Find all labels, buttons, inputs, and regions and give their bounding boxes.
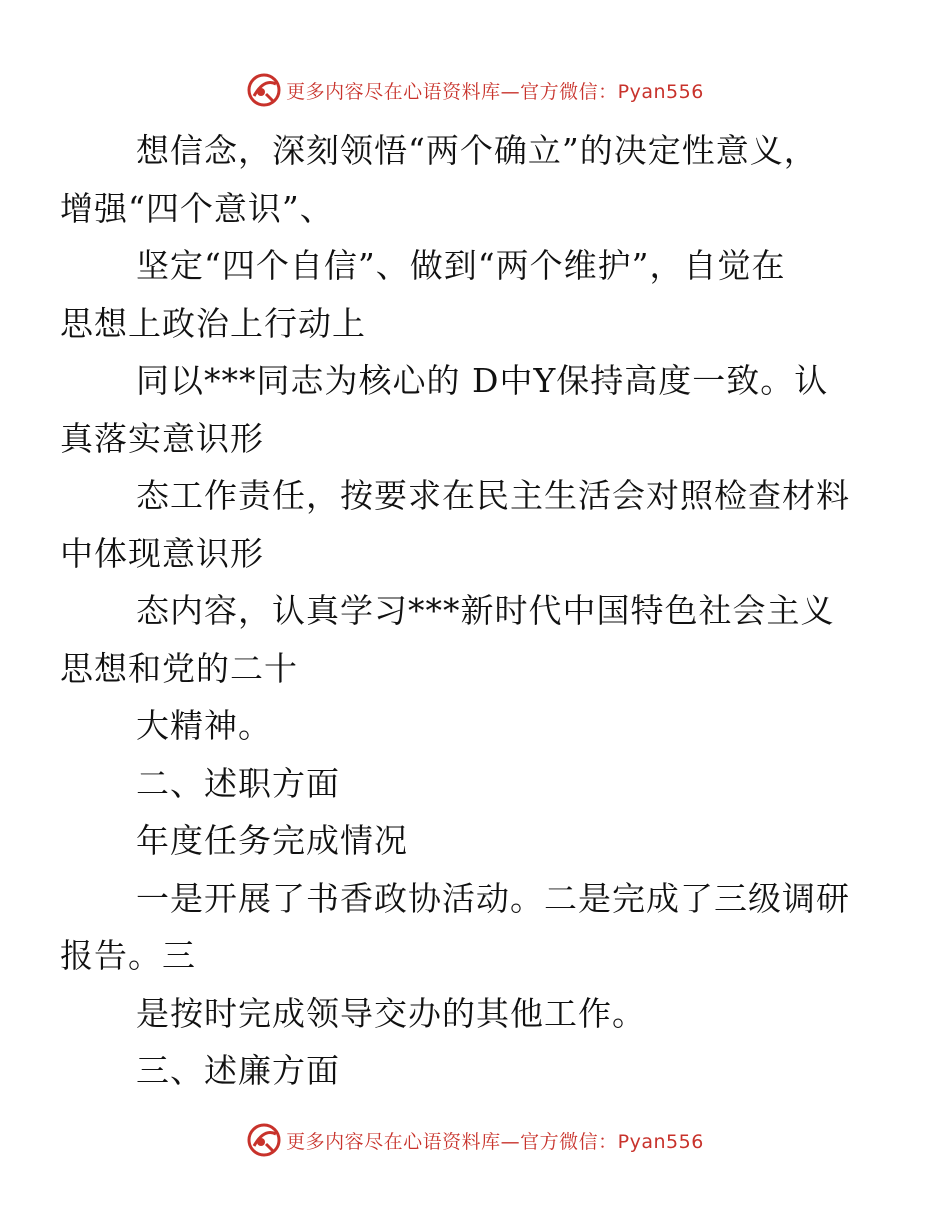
text-line: 二、述职方面: [136, 763, 340, 803]
logo-icon: [246, 1122, 282, 1158]
section-heading: [98, 755, 858, 813]
text-line: 思想上政治上行动上: [60, 303, 366, 343]
paragraph: [98, 697, 858, 755]
text-line: 想信念，深刻领悟“两个确立”的决定性意义，: [136, 131, 818, 170]
text-line: 态工作责任，按要求在民主生活会对照检查材料: [136, 476, 850, 515]
text-line: 报告。三: [60, 936, 196, 975]
text-line: 中体现意识形: [60, 533, 264, 573]
text-line: 一是开展了书香政协活动。二是完成了三级调研: [136, 878, 850, 918]
header-banner: [0, 70, 950, 110]
text-line: 思想和党的二十: [60, 648, 298, 688]
paragraph: [60, 870, 858, 985]
banner-text: 更多内容尽在心语资料库—官方微信：Pyan556: [286, 1130, 704, 1153]
text-line: 坚定“四个自信”、做到“两个维护”，自觉在: [136, 246, 786, 285]
text-line: 是按时完成领导交办的其他工作。: [136, 993, 646, 1033]
text-line: 大精神。: [136, 706, 272, 745]
banner-text: 更多内容尽在心语资料库—官方微信：Pyan556: [286, 80, 704, 103]
logo-icon: [246, 72, 282, 108]
paragraph: [60, 467, 858, 582]
document-body: [60, 122, 858, 1100]
paragraph: [98, 985, 858, 1043]
paragraph: [60, 237, 858, 352]
paragraph: [60, 122, 858, 237]
text-line: 同以***同志为核心的 D中Y保持高度一致。认: [136, 361, 829, 400]
text-line: 态内容，认真学习***新时代中国特色社会主义: [136, 591, 835, 630]
text-line: 增强“四个意识”、: [60, 188, 334, 228]
paragraph: [60, 352, 858, 467]
text-line: 年度任务完成情况: [136, 821, 408, 860]
subheading: [98, 812, 858, 870]
text-line: 真落实意识形: [60, 418, 264, 458]
section-heading: [98, 1042, 858, 1100]
footer-banner: [0, 1120, 950, 1160]
text-line: 三、述廉方面: [136, 1051, 340, 1090]
paragraph: [60, 582, 858, 697]
